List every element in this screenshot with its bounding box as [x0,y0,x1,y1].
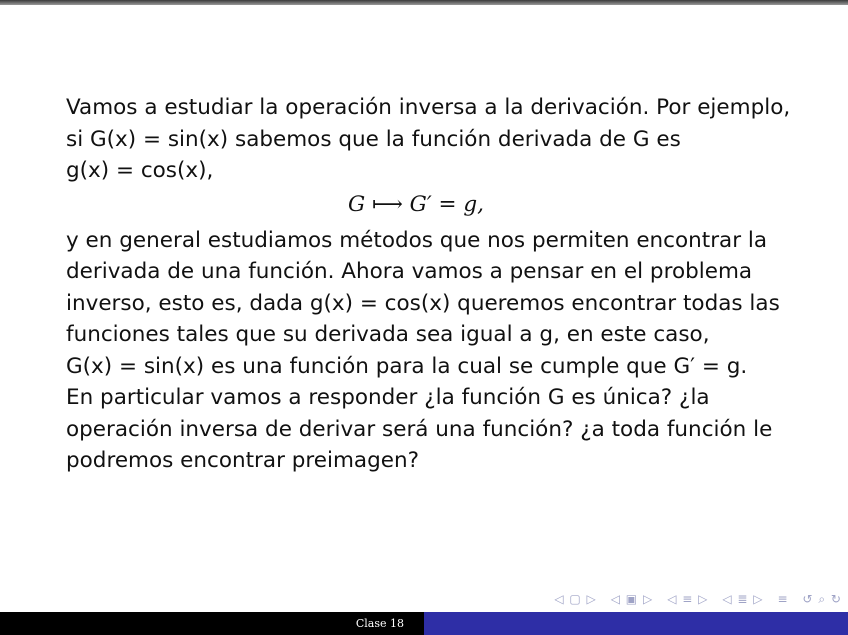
top-rule [0,0,848,5]
text-line: g(x) = cos(x), [66,158,214,183]
text-line: si G(x) = sin(x) sabemos que la función derivada de G es [66,126,681,152]
footer-right-panel [424,612,848,635]
slide-content [66,92,796,477]
section-nav-icon[interactable]: ◁ ≡ ▷ [667,592,709,606]
text-line: G(x) = sin(x) es una función para la cual se cumple que G′ = g. [66,353,748,379]
text-line: podremos encontrar preimagen? [66,448,419,473]
display-equation: G ⟼ G′ = g, [347,191,484,217]
text-line: derivada de una función. Ahora vamos a pensar en el problema [66,259,753,284]
beamer-navigation-bar [548,590,848,608]
text-line: y en general estudiamos métodos que nos permiten encontrar la [66,227,768,253]
subsection-nav-icon[interactable]: ◁ ▣ ▷ [610,592,654,606]
footer [0,612,848,635]
frame-nav-icon[interactable]: ◁ ▢ ▷ [554,592,597,606]
text-line: inverso, esto es, dada g(x) = cos(x) queremos encontrar todas las [66,290,780,316]
text-line: funciones tales que su derivada sea igual a g, en este caso, [66,322,710,347]
text-line: operación inversa de derivar será una función? ¿a toda función le [66,416,773,442]
footer-left-panel [0,612,424,635]
text-line: En particular vamos a responder ¿la función G es única? ¿la [66,385,710,410]
align-icon[interactable]: ≡ [777,592,789,606]
subsection-list-nav-icon[interactable]: ◁ ≣ ▷ [722,592,764,606]
text-line: Vamos a estudiar la operación inversa a la derivación. Por ejemplo, [66,95,791,120]
search-icon[interactable]: ↺ ⌕ ↻ [802,591,842,606]
footer-title: Clase 18 [355,617,404,630]
